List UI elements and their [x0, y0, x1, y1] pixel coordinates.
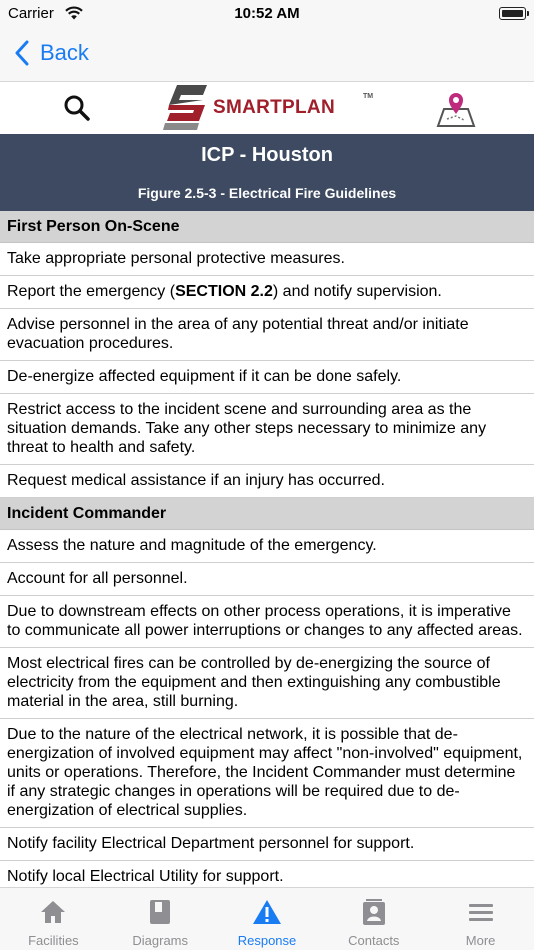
- list-item: Take appropriate personal protective measures.: [0, 243, 534, 276]
- status-bar: [0, 0, 534, 28]
- trademark-mark: TM: [363, 93, 374, 100]
- smartplan-logo-mark: [163, 83, 209, 134]
- status-time: 10:52 AM: [234, 5, 300, 22]
- tab-label: More: [465, 933, 496, 948]
- section-header: First Person On-Scene: [0, 211, 534, 243]
- chevron-left-icon: [14, 40, 30, 66]
- map-pin-icon[interactable]: [434, 89, 478, 129]
- tab-label: Response: [237, 933, 297, 948]
- figure-subtitle: Figure 2.5-3 - Electrical Fire Guidelines: [137, 185, 397, 201]
- contacts-icon: [359, 898, 389, 926]
- tab-label: Contacts: [348, 933, 400, 948]
- house-icon: [38, 898, 68, 926]
- back-button[interactable]: [14, 40, 89, 66]
- back-label: Back: [40, 40, 89, 65]
- list-item: Most electrical fires can be controlled by de-energizing the source of electricity from the equipment and then extinguishing any combustible material in the area, still burning.: [0, 648, 534, 719]
- list-item: Restrict access to the incident scene and surrounding area as the situation demands. Take any other steps necessary to minimize any threat to health and safety.: [0, 394, 534, 465]
- carrier-label: Carrier: [8, 5, 54, 22]
- tab-bar: [0, 887, 534, 950]
- list-item: Due to downstream effects on other process operations, it is imperative to communicate all power interruptions or changes to any affected areas.: [0, 596, 534, 648]
- list-item: Notify local Electrical Utility for support.: [0, 861, 534, 887]
- tab-more[interactable]: [427, 888, 534, 950]
- page-header: [0, 134, 534, 211]
- section-header: Incident Commander: [0, 498, 534, 530]
- navigation-bar: [0, 28, 534, 82]
- tab-contacts[interactable]: [320, 888, 427, 950]
- guidelines-content[interactable]: [0, 211, 534, 887]
- list-item: De-energize affected equipment if it can be done safely.: [0, 361, 534, 394]
- warning-icon: [252, 898, 282, 926]
- search-icon[interactable]: [62, 93, 92, 123]
- list-item: Due to the nature of the electrical network, it is possible that de-energization of involved equipment may affect "non-involved" equipment, units or operations. Therefore, the Incident Commander must determine if any strategic changes in operations will be required due to de-energization of electrical supplies.: [0, 719, 534, 828]
- tab-label: Diagrams: [132, 933, 188, 948]
- list-item: Account for all personnel.: [0, 563, 534, 596]
- page-title: ICP - Houston: [201, 144, 333, 166]
- book-icon: [145, 898, 175, 926]
- list-item: Report the emergency (SECTION 2.2) and notify supervision.: [0, 276, 534, 309]
- list-item: Notify facility Electrical Department personnel for support.: [0, 828, 534, 861]
- section-reference: SECTION 2.2: [175, 283, 273, 300]
- toolbar: [0, 83, 534, 134]
- smartplan-wordmark: SMARTPLAN: [213, 97, 335, 118]
- tab-response[interactable]: [214, 888, 321, 950]
- tab-facilities[interactable]: [0, 888, 107, 950]
- more-icon: [466, 898, 496, 926]
- tab-diagrams[interactable]: [107, 888, 214, 950]
- tab-label: Facilities: [28, 933, 79, 948]
- list-item: Assess the nature and magnitude of the emergency.: [0, 530, 534, 563]
- smartplan-logo: [163, 83, 373, 134]
- list-item: Advise personnel in the area of any potential threat and/or initiate evacuation procedures.: [0, 309, 534, 361]
- list-item: Request medical assistance if an injury has occurred.: [0, 465, 534, 498]
- battery-icon: [499, 7, 526, 20]
